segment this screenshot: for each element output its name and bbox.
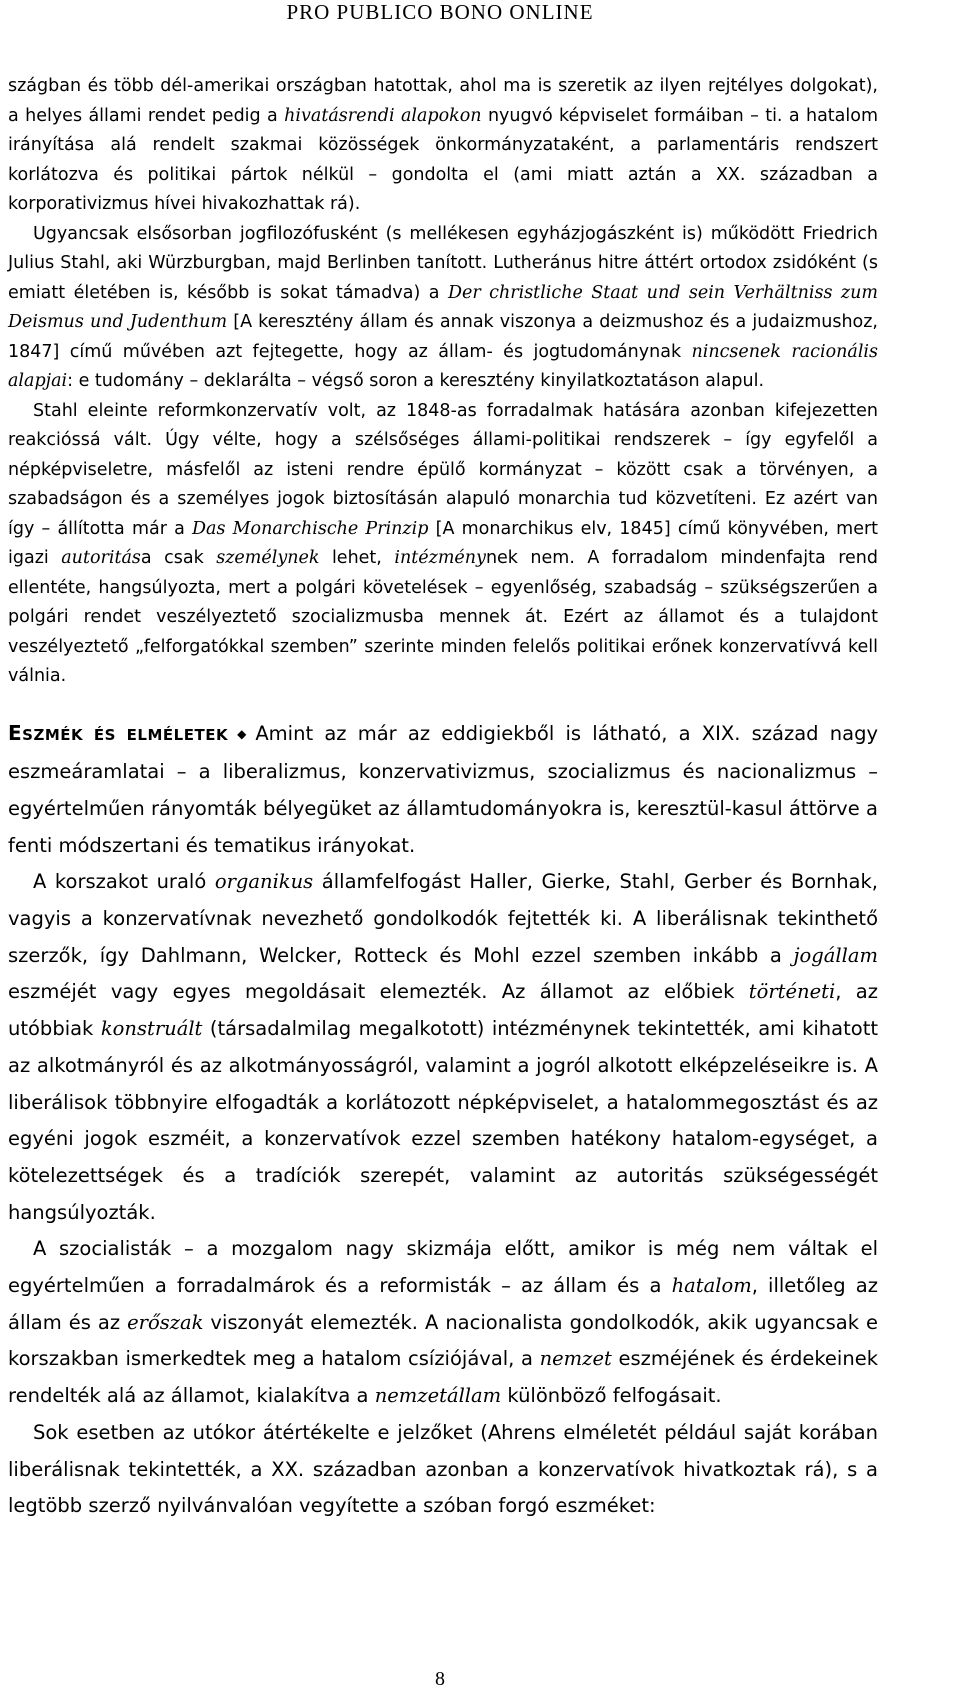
text-run: [A keresztény állam és annak viszonya a deizmushoz és a judaizmushoz, 1847] című művében azt fejtegette, hogy az állam- és jogtudománynak xyxy=(8,312,878,362)
page-number: 8 xyxy=(435,1668,445,1690)
text-run: viszonyát elemezték. A nacionalista gondolkodók, akik ugyancsak e korszakban ismerkedtek meg a hatalom csíziójával, a xyxy=(8,1310,878,1371)
text-run: A korszakot uraló xyxy=(33,870,215,894)
emphasis: személynek xyxy=(216,548,320,568)
emphasis: erőszak xyxy=(127,1310,204,1334)
text-run: eszméjét vagy egyes megoldásait elemezték. Az államot az előbiek xyxy=(8,980,749,1004)
emphasis: jogállam xyxy=(793,943,878,967)
text-run: : e tudomány – deklarálta – végső soron a keresztény kinyilatkoztatáson alapul. xyxy=(67,371,765,391)
text-run: (társadalmilag megalkotott) intézménynek tekintették, ami kihatott az alkotmányról és az alkotmányosságról, valamint a jogról alkotott elképzeléseikre is. A liberálisok többnyire elfogadták a korlátozott népképviselet, a hatalommegosztást és az egyéni jogok eszméit, a konzervatívok ezzel szemben hatékony hatalom-egységet, a kötelezettségek és a tradíciók szerepét, valamint az autoritás szükségességét hangsúlyozták. xyxy=(8,1017,878,1224)
emphasis: nincsenek racionális alapjai xyxy=(8,341,878,391)
text-run: Ugyancsak elsősorban jogfilozófusként (s mellékesen egyházjogászként is) működött Friedrich Julius Stahl, aki Würzburgban, majd Berlinben tanított. Lutheránus hitre áttért ortodox zsidóként (s emiatt életében is, később is sokat támadva) a xyxy=(8,223,878,303)
paragraph xyxy=(8,72,878,220)
heading-rest: SZMÉK ÉS ELMÉLETEK xyxy=(22,725,229,744)
paragraph xyxy=(8,1231,878,1415)
text-run: a csak xyxy=(140,548,217,568)
text-run: eszméjének és érdekeinek rendelték alá az államot, kialakítva a xyxy=(8,1347,878,1408)
text-run: nyugvó képviselet formáiban – ti. a hatalom irányítása alá rendelt szakmai közösségek önkormányzataként, a parlamentáris rendszert korlátozva és politikai pártok nélkül – gondolta el (ami miatt aztán a XX. században a korporativizmus hívei hivakozhattak rá). xyxy=(8,105,878,214)
emphasis: nemzet xyxy=(539,1347,612,1371)
emphasis: konstruált xyxy=(100,1017,203,1041)
diamond-icon: ◆ xyxy=(232,726,252,741)
text-run: , az utóbbiak xyxy=(8,980,878,1041)
text-run: Stahl eleinte reformkonzervatív volt, az 1848-as forradalmak hatására azonban kifejezetten reakcióssá vált. Úgy vélte, hogy a szélsőséges állami-politikai rendszerek – így egyfelől a népképviseletre, másfelől az isteni rendre épülő kormányzat – között csak a törvényen, a szabadságon és a személyes jogok biztosításán alapuló monarchia tud közvetíteni. Ez azért van így – állította már a xyxy=(8,400,878,539)
section-heading xyxy=(8,720,229,745)
paragraph xyxy=(8,220,878,397)
book-title: Der christliche Staat und sein Verhältniss zum Deismus und Judenthum xyxy=(8,282,878,332)
text-run: szágban és több dél-amerikai országban hatottak, ahol ma is szeretik az ilyen rejtélyes dolgokat), a helyes állami rendet pedig a xyxy=(8,76,878,126)
paragraph xyxy=(8,1415,878,1525)
text-run: A szocialisták – a mozgalom nagy skizmája előtt, amikor is még nem váltak el egyértelműen a forradalmárok és a reformisták – az állam és a xyxy=(8,1237,878,1298)
emphasis: organikus xyxy=(214,870,314,894)
emphasis: nemzetállam xyxy=(374,1384,502,1408)
text-run: Amint az már az eddigiekből is látható, a XIX. század nagy eszmeáramlatai – a liberalizmus, konzervativizmus, szocializmus és nacionalizmus – egyértelműen rányomták bélyegüket az államtudományokra is, keresztül-kasul áttörve a fenti módszertani és tematikus irányokat. xyxy=(8,721,879,857)
emphasis: hatalom xyxy=(671,1274,752,1298)
running-header: PRO PUBLICO BONO ONLINE xyxy=(286,0,594,24)
book-title: Das Monarchische Prinzip xyxy=(192,518,429,539)
text-run: [A monarchikus elv, 1845] című könyvében, mert igazi xyxy=(8,518,879,568)
paragraph xyxy=(8,864,878,1231)
emphasis: intézmény xyxy=(394,548,486,568)
body-text xyxy=(8,72,878,1525)
text-run: nek nem. A forradalom mindenfajta rend ellentéte, hangsúlyozta, mert a polgári követelések – egyenlőség, szabadság – szükségszerűen a polgári rendet veszélyeztető szocializmusba mennek át. Ezért az államot és a tulajdont veszélyeztető „felforgatókkal szemben” szerinte minden felelős politikai erőnek konzervatívvá kell válnia. xyxy=(8,548,878,686)
emphasis: autoritás xyxy=(61,548,141,568)
section-eszmek xyxy=(8,715,878,1525)
text-run: Sok esetben az utókor átértékelte e jelzőket (Ahrens elméletét például saját korában liberálisnak tekintették, a XX. században azonban a konzervatívok hivatkoztak rá), s a legtöbb szerző nyilvánvalóan vegyítette a szóban forgó eszméket: xyxy=(8,1420,878,1518)
paragraph xyxy=(8,715,878,865)
paragraph xyxy=(8,397,878,692)
text-run: lehet, xyxy=(319,548,395,568)
section-stahl xyxy=(8,72,878,692)
text-run: , illetőleg az állam és az xyxy=(8,1274,878,1334)
emphasis: történeti xyxy=(748,980,836,1004)
emphasis: hivatásrendi alapokon xyxy=(284,105,482,126)
text-run: különböző felfogásait. xyxy=(501,1384,722,1408)
heading-initial: E xyxy=(8,720,23,745)
text-run: államfelfogást Haller, Gierke, Stahl, Gerber és Bornhak, vagyis a konzervatívnak nevezhető gondolkodók fejtették ki. A liberálisnak tekinthető szerzők, így Dahlmann, Welcker, Rotteck és Mohl ezzel szemben inkább a xyxy=(8,870,879,967)
